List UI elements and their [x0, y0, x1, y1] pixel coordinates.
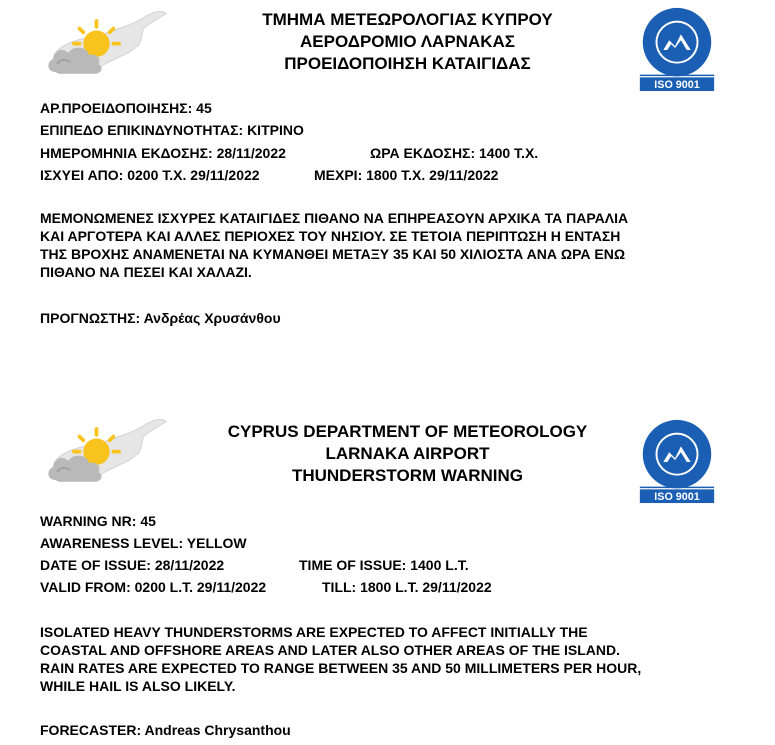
- iso-badge-label: ISO 9001: [654, 79, 700, 92]
- iso-badge-label: ISO 9001: [654, 491, 700, 504]
- english-warning-line: RAIN RATES ARE EXPECTED TO RANGE BETWEEN 35 AND 50 MILLIMETERS PER HOUR,: [40, 660, 642, 676]
- greek-warning-line: ΤΗΣ ΒΡΟΧΗΣ ΑΝΑΜΕΝΕΤΑΙ ΝΑ ΚΥΜΑΝΘΕΙ ΜΕΤΑΞΥ 35 ΚΑΙ 50 ΧΙΛΙΟΣΤΑ ΑΝΑ ΩΡΑ ΕΝΩ: [40, 246, 626, 262]
- english-warning-line: ISOLATED HEAVY THUNDERSTORMS ARE EXPECTED TO AFFECT INITIALLY THE: [40, 624, 588, 640]
- english-header-line2: LARNAKA AIRPORT: [325, 444, 490, 463]
- english-warning-number: WARNING NR: 45: [40, 513, 156, 529]
- english-warning-section: [0, 410, 775, 745]
- english-valid-from: VALID FROM: 0200 L.T. 29/11/2022: [40, 579, 267, 595]
- greek-header-line1: ΤΜΗΜΑ ΜΕΤΕΩΡΟΛΟΓΙΑΣ ΚΥΠΡΟΥ: [262, 10, 553, 29]
- greek-warning-section: [0, 0, 775, 350]
- greek-forecaster: ΠΡΟΓΝΩΣΤΗΣ: Ανδρέας Χρυσάνθου: [40, 310, 281, 326]
- weather-logo-icon: [38, 6, 170, 86]
- greek-warning-number: ΑΡ.ΠΡΟΕΙΔΟΠΟΙΗΣΗΣ: 45: [40, 100, 212, 116]
- iso-9001-badge-icon: [627, 5, 727, 93]
- english-forecaster: FORECASTER: Andreas Chrysanthou: [40, 722, 291, 738]
- english-warning-line: COASTAL AND OFFSHORE AREAS AND LATER ALSO OTHER AREAS OF THE ISLAND.: [40, 642, 620, 658]
- greek-time-of-issue: ΩΡΑ ΕΚΔΟΣΗΣ: 1400 Τ.Χ.: [370, 145, 539, 161]
- english-valid-till: TILL: 1800 L.T. 29/11/2022: [322, 579, 492, 595]
- greek-warning-line: ΠΙΘΑΝΟ ΝΑ ΠΕΣΕΙ ΚΑΙ ΧΑΛΑΖΙ.: [40, 264, 252, 280]
- english-header-line3: THUNDERSTORM WARNING: [291, 466, 524, 485]
- greek-header-line3: ΠΡΟΕΙΔΟΠΟΙΗΣΗ ΚΑΤΑΙΓΙΔΑΣ: [284, 54, 531, 73]
- greek-date-of-issue: ΗΜΕΡΟΜΗΝΙΑ ΕΚΔΟΣΗΣ: 28/11/2022: [40, 145, 286, 161]
- iso-9001-badge-icon: [627, 417, 727, 505]
- english-header: [190, 421, 625, 487]
- english-header-line1: CYPRUS DEPARTMENT OF METEOROLOGY: [227, 422, 588, 441]
- greek-warning-line: ΚΑΙ ΑΡΓΟΤΕΡΑ ΚΑΙ ΑΛΛΕΣ ΠΕΡΙΟΧΕΣ ΤΟΥ ΝΗΣΙΟΥ. ΣΕ ΤΕΤΟΙΑ ΠΕΡΙΠΤΩΣΗ Η ΕΝΤΑΣΗ: [40, 228, 621, 244]
- greek-header-line2: ΑΕΡΟΔΡΟΜΙΟ ΛΑΡΝΑΚΑΣ: [300, 32, 515, 51]
- english-awareness-level: AWARENESS LEVEL: YELLOW: [40, 535, 247, 551]
- greek-awareness-level: ΕΠΙΠΕΔΟ ΕΠΙΚΙΝΔΥΝΟΤΗΤΑΣ: ΚΙΤΡΙΝΟ: [40, 122, 304, 138]
- greek-warning-text: [40, 209, 760, 281]
- greek-valid-till: ΜΕΧΡΙ: 1800 Τ.Χ. 29/11/2022: [314, 167, 499, 183]
- greek-warning-line: ΜΕΜΟΝΩΜΕΝΕΣ ΙΣΧΥΡΕΣ ΚΑΤΑΙΓΙΔΕΣ ΠΙΘΑΝΟ ΝΑ ΕΠΗΡΕΑΣΟΥΝ ΑΡΧΙΚΑ ΤΑ ΠΑΡΑΛΙΑ: [40, 210, 629, 226]
- weather-logo-icon: [38, 414, 170, 494]
- greek-valid-from: ΙΣΧΥΕΙ ΑΠΟ: 0200 Τ.Χ. 29/11/2022: [40, 167, 260, 183]
- english-warning-text: [40, 623, 760, 695]
- greek-header: [210, 9, 605, 75]
- english-date-of-issue: DATE OF ISSUE: 28/11/2022: [40, 557, 225, 573]
- english-warning-line: WHILE HAIL IS ALSO LIKELY.: [40, 678, 236, 694]
- english-time-of-issue: TIME OF ISSUE: 1400 L.T.: [299, 557, 469, 573]
